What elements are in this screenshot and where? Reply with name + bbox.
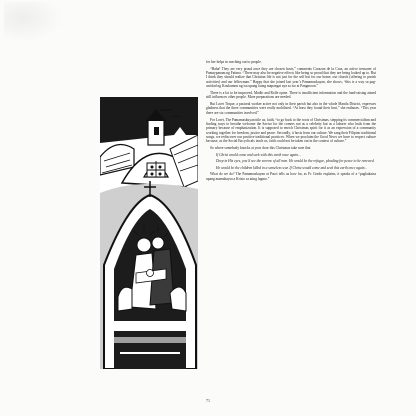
paragraph: What do we do? The Pamamaskuyan at Pasci tells us how far, as Fr. Gredo explains, it speaks of a “pagkakaisa upang mamahaysa a Kristo sa ating lagmo.” (206, 172, 376, 181)
paragraph: There is a lot to be improved, Madlo and Rolle opine. There is insufficient information and the fund-raising aimed still influences other people. More preparations are needed. (206, 90, 376, 100)
paragraph: But Loret Tirque, a pastoral worker active not only in their parish but also in the whole Manila District, expresses gladness that the three communities were really mobilized. “At least they found their host,” she enthuses. “This year there are six communities involved.” (206, 102, 376, 115)
paragraph: So where somebody knocks at your door this Christmas take note that (210, 146, 311, 151)
article-text (206, 60, 376, 184)
verse-line: Deep in His eyes, you’d see the sorrow of all men. He would be the refugee, pleading for peace to be renewed. (216, 159, 375, 164)
paragraph: “Haha! They are very proud once they are chosen hosts,” comments Corazon de la Cruz, an active treasurer of Pamaypanam ng Fatima. “There may also be negative effects like being so proud that they are being looked up to. But I think they should realize that Christian life is not just for the self but for our home, our church (offering to parish activities) and our fellowman.” Happy that she joined last year’s Pamamaskuyan, she shows, “this is a way sa pag-uwidad ng Koukumon ng isa upang laong mapangat aya sa iso at Pangmoon.” (206, 66, 376, 89)
illustration-panel (100, 97, 198, 369)
nativity-illustration (100, 97, 198, 369)
verse-line: He would be the children killed in a senseless war. If Christ would come and seek this earth once again... (216, 165, 368, 170)
page-number: 71 (206, 398, 210, 403)
paragraph: for her helps in reaching out to people. (206, 60, 262, 64)
page-smudge (4, 2, 64, 42)
paragraph: For Loret, The Pamamaskuyan title us, faith, “to go back to the roots of Christmas, stepping its commercialism and finding ways to breathe welcome the Savior for the comers not as a celebrity but as a laborer who hails from the primary because of emphasization. It is supposed to enrich Christmas spirit for it as an expression of a community working together for freedom, justice and peace. Secondly, it hosts from our culture. We sang their Filipino traditional songs, we rediscover our positive traditional practices. When we proclaim the Good News we have to respect culture because, as the Social Encyclicals teach us, faith could not be taken out in the context of culture.” (206, 117, 376, 144)
verse-line: If Christ would come and seek with this earth once again... (216, 152, 301, 157)
